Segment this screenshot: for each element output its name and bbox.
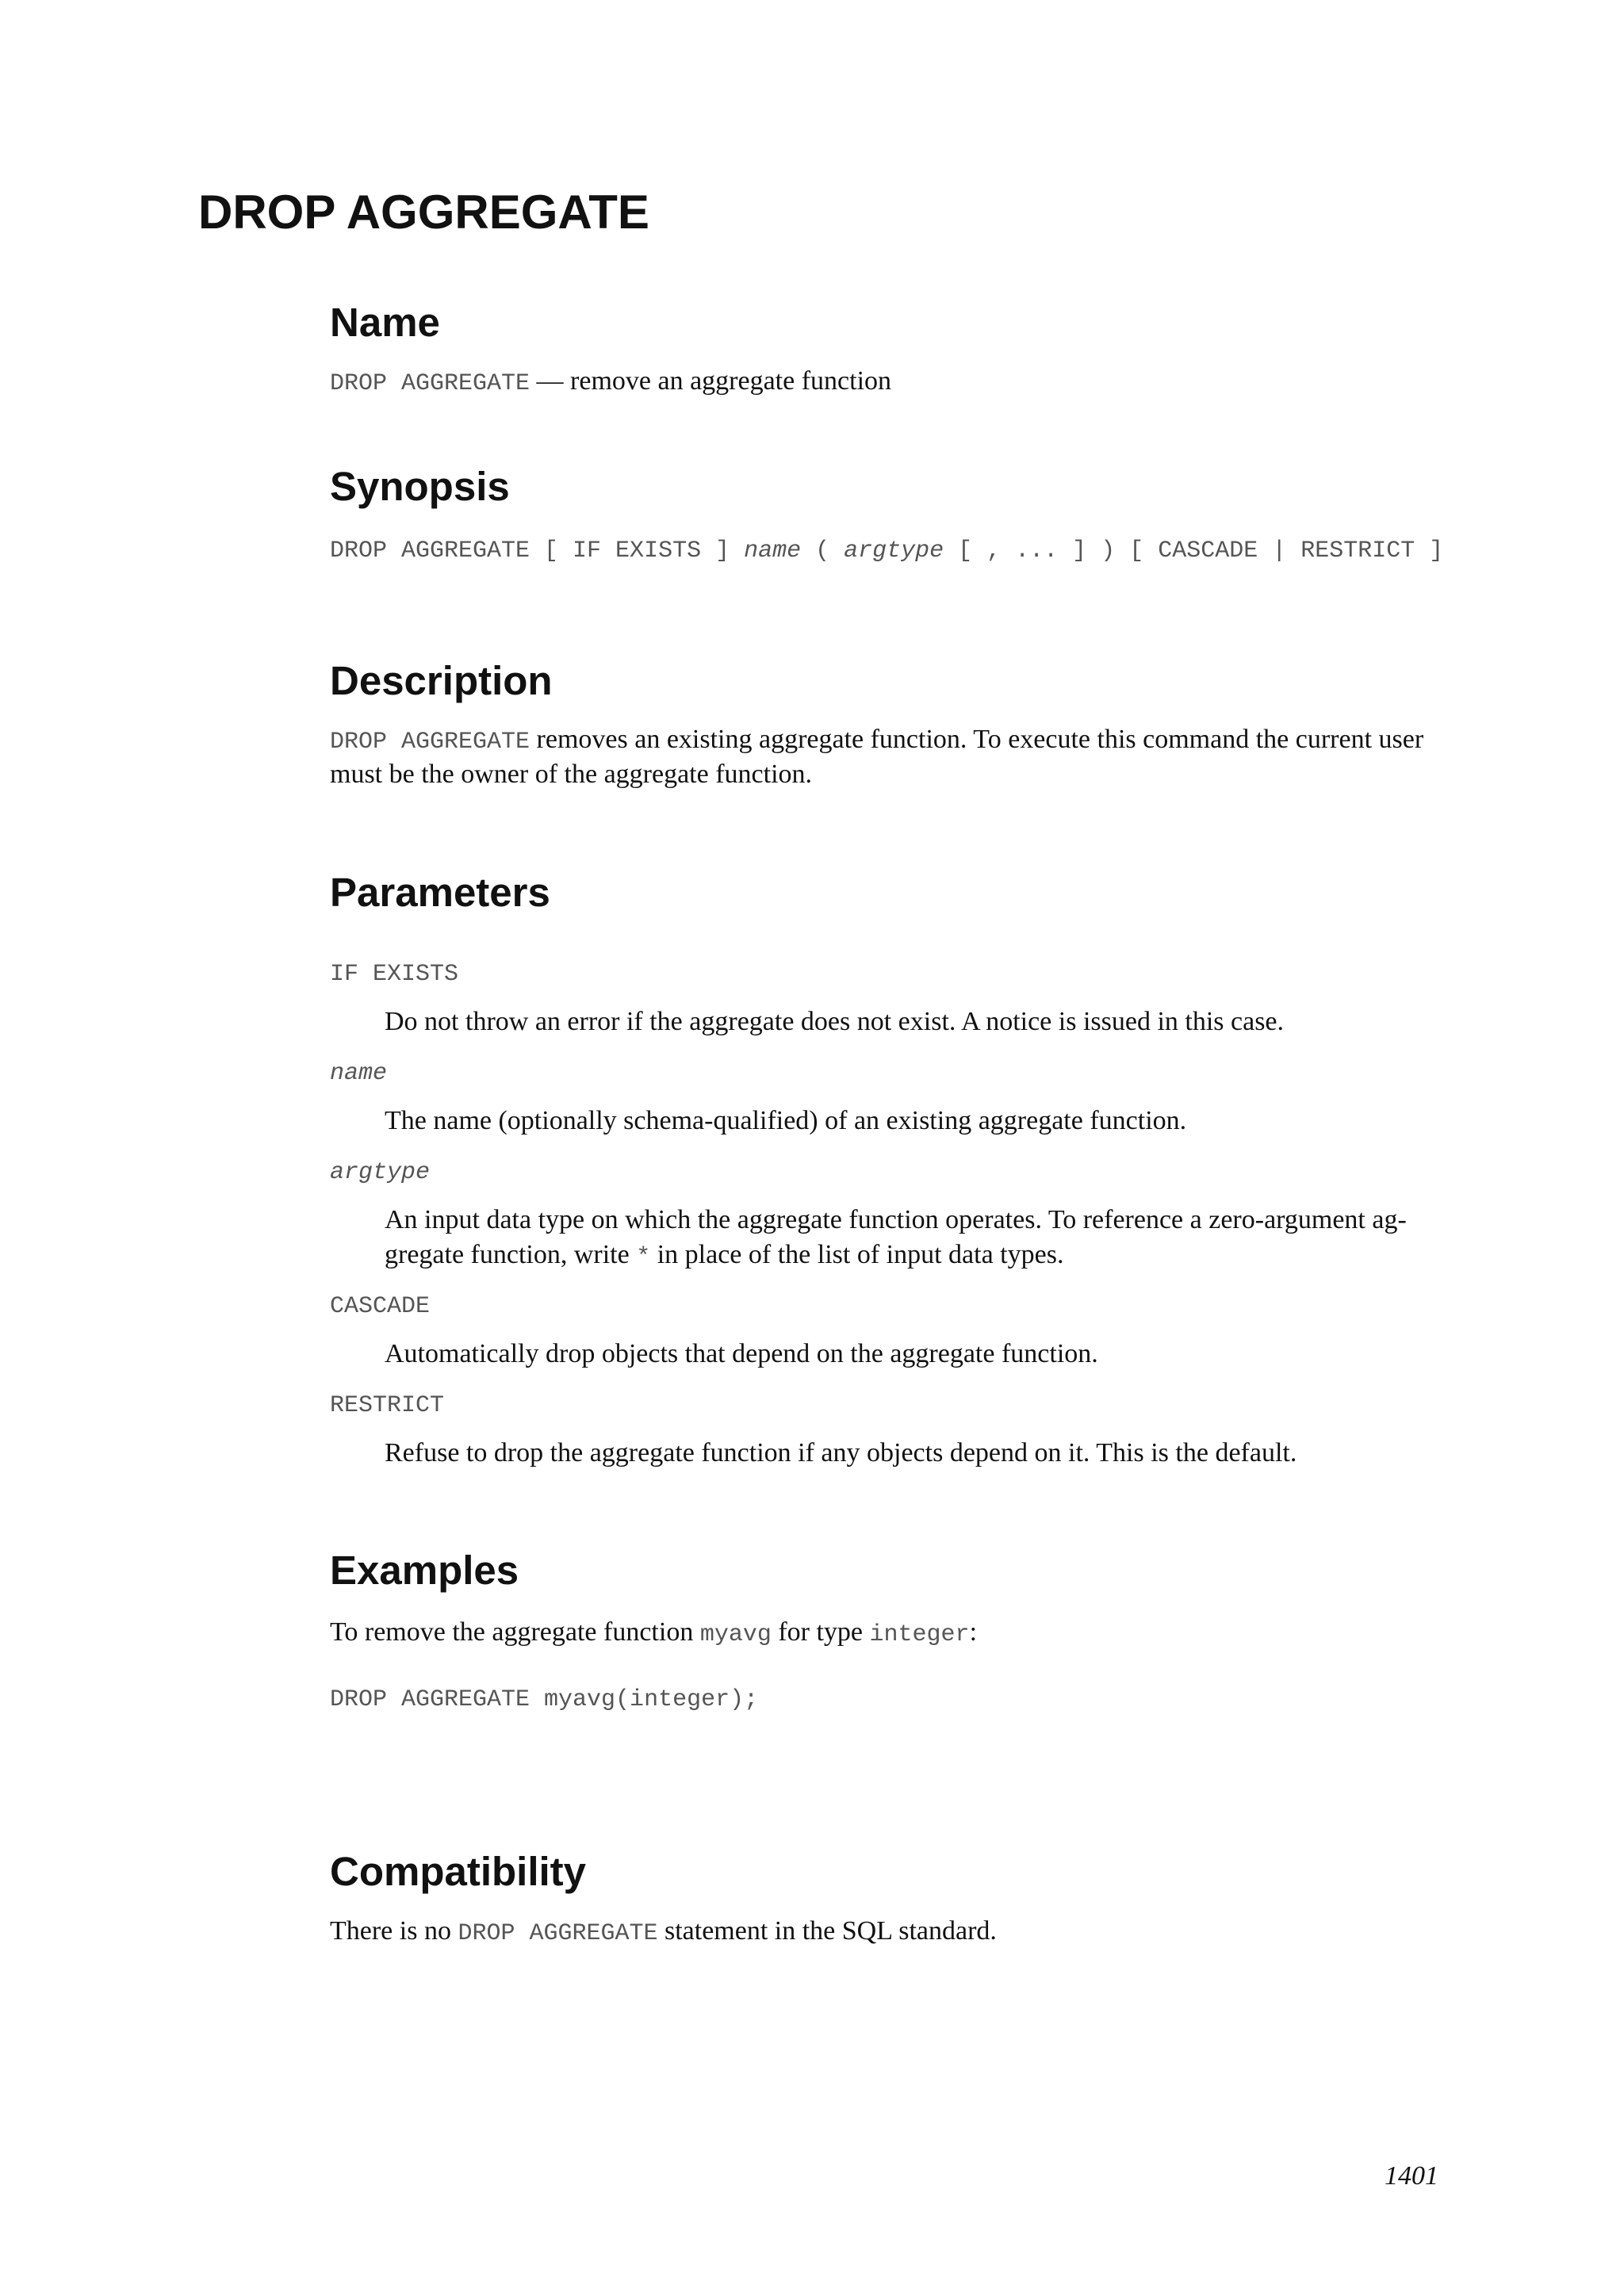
synopsis-code — [330, 534, 1443, 568]
argtype-desc-part-a: gregate function, write — [385, 1240, 637, 1269]
param-name-desc: The name (optionally schema-qualified) of an existing aggregate function. — [385, 1106, 1187, 1135]
name-line — [330, 364, 891, 401]
description-line-2: must be the owner of the aggregate function. — [330, 760, 813, 789]
argtype-star-symbol: * — [636, 1244, 651, 1271]
example-code-block: DROP AGGREGATE myavg(integer); — [330, 1686, 759, 1713]
page-number: 1401 — [1385, 2161, 1438, 2191]
argtype-desc-part-b: in place of the list of input data types. — [650, 1240, 1064, 1269]
param-argtype-term: argtype — [330, 1159, 431, 1186]
compatibility-text-b: statement in the SQL standard. — [657, 1916, 997, 1946]
param-name-term: name — [330, 1060, 388, 1087]
parameters-heading: Parameters — [330, 870, 550, 915]
compatibility-text — [330, 1914, 997, 1951]
param-restrict-term: RESTRICT — [330, 1392, 445, 1419]
examples-heading: Examples — [330, 1548, 519, 1593]
param-argtype-desc-line-1: An input data type on which the aggregate function operates. To reference a zero-argument ag- — [385, 1205, 1407, 1234]
param-if-exists-desc: Do not throw an error if the aggregate does not exist. A notice is issued in this case. — [385, 1007, 1285, 1036]
param-cascade-desc: Automatically drop objects that depend on the aggregate function. — [385, 1339, 1098, 1368]
examples-text-c: : — [969, 1617, 978, 1647]
description-command: DROP AGGREGATE — [330, 729, 530, 756]
synopsis-part3: [ , ... ] ) [ CASCADE | RESTRICT ] — [944, 538, 1444, 564]
compatibility-command: DROP AGGREGATE — [458, 1920, 658, 1947]
description-line-1 — [330, 722, 1423, 760]
examples-text-a: To remove the aggregate function — [330, 1617, 700, 1647]
description-heading: Description — [330, 658, 553, 703]
examples-code-integer: integer — [869, 1621, 970, 1648]
examples-code-myavg: myavg — [699, 1621, 772, 1648]
synopsis-part2: ( — [801, 538, 845, 564]
description-line1-rest: removes an existing aggregate function. To execute this command the current user — [530, 725, 1424, 754]
compatibility-text-a: There is no — [330, 1916, 458, 1946]
param-restrict-desc: Refuse to drop the aggregate function if any objects depend on it. This is the default. — [385, 1438, 1297, 1468]
synopsis-part1: DROP AGGREGATE [ IF EXISTS ] — [330, 538, 745, 564]
name-summary: — remove an aggregate function — [530, 366, 892, 396]
examples-text-b: for type — [771, 1617, 870, 1647]
compatibility-heading: Compatibility — [330, 1849, 587, 1894]
param-if-exists-term: IF EXISTS — [330, 961, 459, 988]
synopsis-heading: Synopsis — [330, 464, 510, 509]
examples-intro — [330, 1615, 977, 1652]
param-argtype-desc-line-2 — [385, 1238, 1063, 1275]
synopsis-param-name: name — [744, 538, 802, 564]
param-cascade-term: CASCADE — [330, 1293, 431, 1320]
name-command: DROP AGGREGATE — [330, 370, 530, 397]
synopsis-param-argtype: argtype — [844, 538, 944, 564]
name-heading: Name — [330, 300, 440, 345]
page-title: DROP AGGREGATE — [198, 186, 649, 239]
